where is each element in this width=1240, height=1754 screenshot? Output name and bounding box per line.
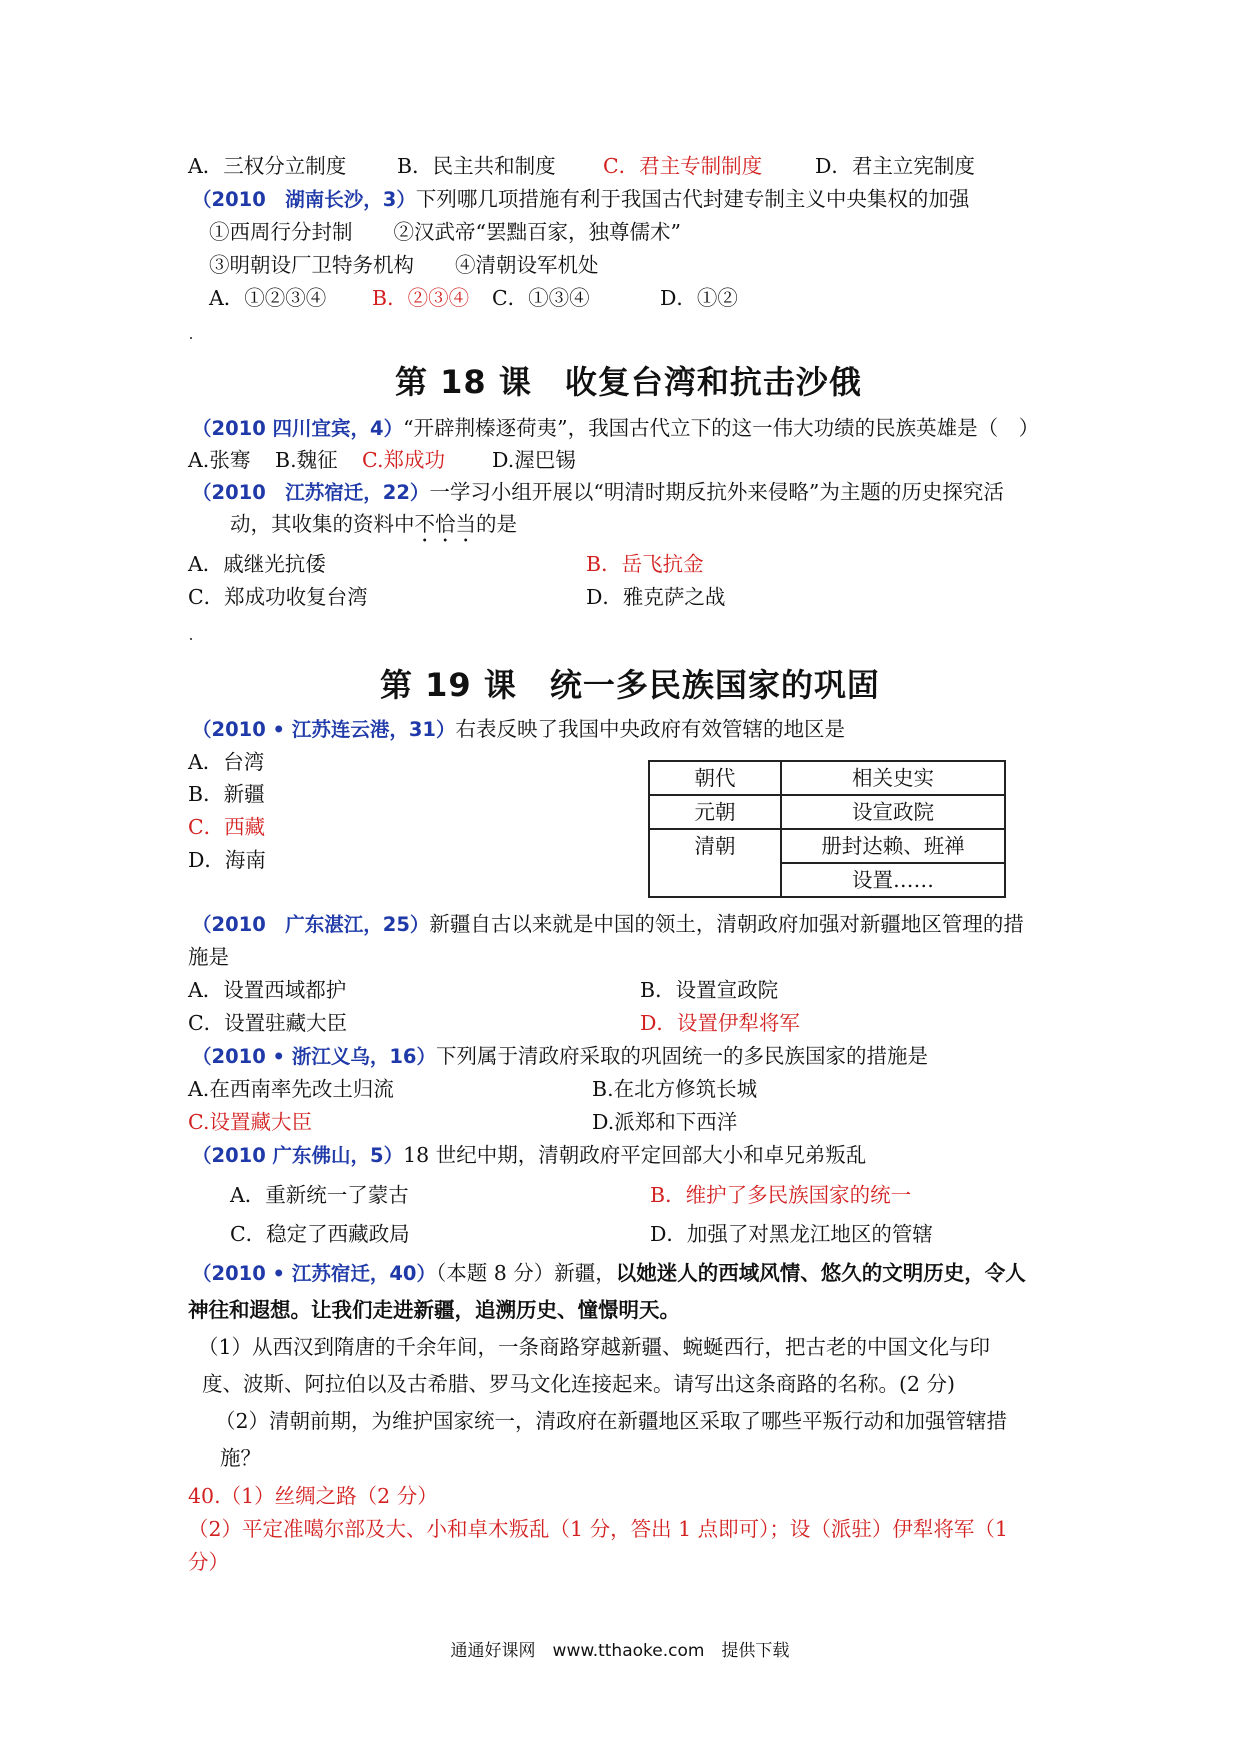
option-c: C．①③④ — [492, 286, 590, 310]
question — [192, 478, 1004, 507]
question-text-cont: 施是 — [188, 945, 229, 969]
table-header-row — [649, 761, 1005, 795]
question — [192, 414, 1039, 443]
option-a: A.张骞 — [188, 448, 251, 472]
option-c-answer: C.设置藏大臣 — [188, 1110, 312, 1134]
table-header-dynasty: 朝代 — [649, 761, 781, 795]
option-c: C．郑成功收复台湾 — [188, 585, 368, 609]
option-d: D．君主立宪制度 — [815, 154, 975, 178]
question-items-1: ①西周行分封制 ②汉武帝“罢黜百家，独尊儒术” — [209, 220, 681, 244]
option-a: A．戚继光抗倭 — [188, 552, 326, 576]
option-a: A．①②③④ — [209, 286, 327, 310]
question-source: （2010 • 江苏连云港，31） — [192, 718, 456, 741]
question-text: “开辟荆榛逐荷夷”，我国古代立下的这一伟大功绩的民族英雄是（ ） — [403, 416, 1040, 440]
sub-question-2: （2）清朝前期，为维护国家统一，清政府在新疆地区采取了哪些平叛行动和加强管辖措 — [215, 1409, 1008, 1433]
emphasized-text: 不恰当 — [414, 512, 476, 536]
question — [192, 910, 1024, 939]
option-b-answer: B．②③④ — [372, 286, 470, 310]
question-source: （2010 广东佛山，5） — [192, 1144, 404, 1167]
lesson-18-title: 第 18 课 收复台湾和抗击沙俄 — [395, 363, 862, 401]
option-c: C．稳定了西藏政局 — [230, 1222, 410, 1246]
option-c: C．设置驻藏大臣 — [188, 1011, 348, 1035]
question — [192, 1259, 1026, 1288]
question — [192, 715, 845, 744]
question-source: （2010 四川宜宾，4） — [192, 417, 404, 440]
table-cell-fact: 设置…… — [781, 863, 1005, 897]
table-row — [649, 829, 1005, 863]
option-d: D．海南 — [188, 848, 266, 872]
option-a: A．台湾 — [188, 750, 265, 774]
question-source: （2010 江苏宿迁，22） — [192, 481, 430, 504]
question-text: 18 世纪中期，清朝政府平定回部大小和卓兄弟叛乱 — [403, 1143, 867, 1167]
option-d: D．①② — [660, 286, 738, 310]
option-b-answer: B．岳飞抗金 — [586, 552, 704, 576]
question-text: （本题 8 分）新疆， — [435, 1261, 616, 1285]
answer-1: 40.（1）丝绸之路（2 分） — [188, 1484, 438, 1508]
question-source: （2010 • 浙江义乌，16） — [192, 1045, 436, 1068]
option-c-answer: C.郑成功 — [362, 448, 445, 472]
table-header-facts: 相关史实 — [781, 761, 1005, 795]
table-cell-dynasty: 元朝 — [649, 795, 781, 829]
question-text-bold: 以她迷人的西域风情、悠久的文明历史，令人 — [615, 1261, 1026, 1285]
option-d: D．雅克萨之战 — [586, 585, 726, 609]
history-facts-table — [648, 760, 1006, 898]
option-a: A．重新统一了蒙古 — [230, 1183, 409, 1207]
option-c-answer: C．西藏 — [188, 815, 266, 839]
question-source: （2010 湖南长沙，3） — [192, 188, 416, 211]
option-d-answer: D．设置伊犁将军 — [640, 1011, 800, 1035]
option-a: A．三权分立制度 — [188, 154, 347, 178]
answer-2-cont: 分） — [188, 1550, 229, 1574]
question-text: 下列哪几项措施有利于我国古代封建专制主义中央集权的加强 — [415, 187, 970, 211]
question-source: （2010 广东湛江，25） — [192, 913, 430, 936]
question — [192, 1042, 928, 1071]
option-d: D.派郑和下西洋 — [592, 1110, 738, 1134]
scan-dot — [190, 337, 192, 339]
question-text-cont: 神往和遐想。让我们走进新疆，追溯历史、憧憬明天。 — [188, 1298, 680, 1322]
option-b: B．设置宣政院 — [640, 978, 779, 1002]
table-cell-fact: 设宣政院 — [781, 795, 1005, 829]
sub-question-1-cont: 度、波斯、阿拉伯以及古希腊、罗马文化连接起来。请写出这条商路的名称。(2 分) — [202, 1372, 956, 1396]
sub-question-1: （1）从西汉到隋唐的千余年间，一条商路穿越新疆、蜿蜒西行，把古老的中国文化与印 — [198, 1335, 991, 1359]
option-d: D．加强了对黑龙江地区的管辖 — [650, 1222, 933, 1246]
option-b: B．新疆 — [188, 782, 265, 806]
table-cell-fact: 册封达赖、班禅 — [781, 829, 1005, 863]
question-text-cont: 动，其收集的资料中不恰当的是 — [230, 512, 517, 536]
question-text: 新疆自古以来就是中国的领土，清朝政府加强对新疆地区管理的措 — [429, 912, 1024, 936]
option-b: B.在北方修筑长城 — [592, 1077, 758, 1101]
question-source: （2010 • 江苏宿迁，40） — [192, 1262, 436, 1285]
option-a: A．设置西域都护 — [188, 978, 347, 1002]
question — [192, 185, 969, 214]
sub-question-2-cont: 施？ — [220, 1446, 261, 1470]
lesson-19-title: 第 19 课 统一多民族国家的巩固 — [380, 666, 880, 704]
option-c-answer: C．君主专制制度 — [603, 154, 763, 178]
question-text: 一学习小组开展以“明清时期反抗外来侵略”为主题的历史探究活 — [429, 480, 1004, 504]
option-b-answer: B．维护了多民族国家的统一 — [650, 1183, 912, 1207]
answer-2: （2）平定准噶尔部及大、小和卓木叛乱（1 分，答出 1 点即可）；设（派驻）伊犁将军（1 — [188, 1517, 1008, 1541]
question-items-2: ③明朝设厂卫特务机构 ④清朝设军机处 — [209, 253, 599, 277]
question-text: 右表反映了我国中央政府有效管辖的地区是 — [455, 717, 845, 741]
option-a: A.在西南率先改土归流 — [188, 1077, 394, 1101]
question — [192, 1141, 866, 1170]
scan-dot — [190, 638, 192, 640]
option-b: B.魏征 — [275, 448, 338, 472]
page-footer: 通通好课网 www.tthaoke.com 提供下载 — [450, 1641, 790, 1661]
table-cell-dynasty: 清朝 — [649, 829, 781, 897]
option-b: B．民主共和制度 — [397, 154, 556, 178]
option-d: D.渥巴锡 — [492, 448, 576, 472]
question-text: 下列属于清政府采取的巩固统一的多民族国家的措施是 — [435, 1044, 928, 1068]
table-row — [649, 795, 1005, 829]
